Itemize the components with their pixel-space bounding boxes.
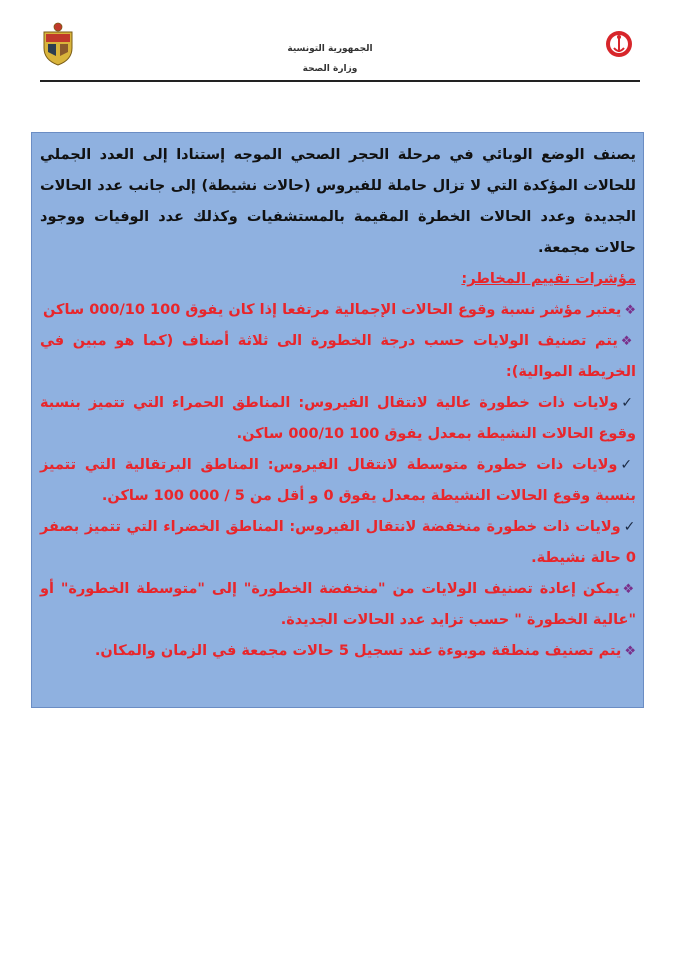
list-item: [40, 388, 636, 450]
check-icon: ✓: [621, 395, 636, 411]
list-item: [40, 295, 636, 326]
list-item: [40, 636, 636, 667]
diamond-bullet-icon: ❖: [622, 582, 637, 597]
list-item: [40, 326, 636, 388]
ministry-name: وزارة الصحة: [302, 64, 358, 74]
risk-indicators-heading: مؤشرات تقييم المخاطر:: [461, 271, 636, 287]
list-item-text: ولايات ذات خطورة عالية لانتقال الفيروس: المناطق الحمراء التي تتميز بنسبة وقوع الحالات النشيطة بمعدل يفوق 100 000/10 ساكن.: [40, 395, 636, 442]
check-icon: ✓: [623, 519, 636, 535]
ministry-logo-icon: [605, 30, 633, 58]
list-item-text: يعتبر مؤشر نسبة وقوع الحالات الإجمالية مرتفعا إذا كان يفوق 100 000/10 ساكن: [42, 302, 622, 318]
list-item-text: ولايات ذات خطورة منخفضة لانتقال الفيروس: المناطق الخضراء التي تتميز بصفر 0 حالة نشيطة.: [40, 519, 636, 566]
tunisia-emblem-icon: [40, 22, 76, 66]
intro-paragraph: يصنف الوضع الوبائي في مرحلة الحجر الصحي الموجه إستنادا إلى العدد الجملي للحالات المؤكدة التي لا تزال حاملة للفيروس (حالات نشيطة) إلى جانب عدد الحالات الجديدة وعدد الحالات الخطرة المقيمة بالمستشفيات وكذلك عدد الوفيات ووجود حالات مجمعة.: [40, 147, 636, 256]
header-divider: [40, 80, 640, 82]
list-item-text: يتم تصنيف منطقة موبوءة عند تسجيل 5 حالات مجمعة في الزمان والمكان.: [94, 643, 622, 659]
list-item: [40, 574, 636, 636]
content-body: [40, 140, 636, 667]
list-item-text: يمكن إعادة تصنيف الولايات من "منخفضة الخطورة" إلى "متوسطة الخطورة" أو "عالية الخطورة " حسب تزايد عدد الحالات الجديدة.: [40, 581, 636, 628]
diamond-bullet-icon: ❖: [620, 334, 636, 349]
list-item: [40, 450, 636, 512]
list-item-text: ولايات ذات خطورة متوسطة لانتقال الفيروس: المناطق البرتقالية التي تتميز بنسبة وقوع الحالات النشيطة بمعدل يفوق 0 و أقل من 5 / 000 100 ساكن.: [40, 457, 636, 504]
country-name: الجمهورية التونسية: [287, 44, 373, 54]
diamond-bullet-icon: ❖: [624, 303, 636, 318]
diamond-bullet-icon: ❖: [624, 644, 636, 659]
check-icon: ✓: [620, 457, 637, 473]
list-item: [40, 512, 636, 574]
list-item-text: يتم تصنيف الولايات حسب درجة الخطورة الى ثلاثة أصناف (كما هو مبين في الخريطة الموالية):: [40, 333, 636, 380]
